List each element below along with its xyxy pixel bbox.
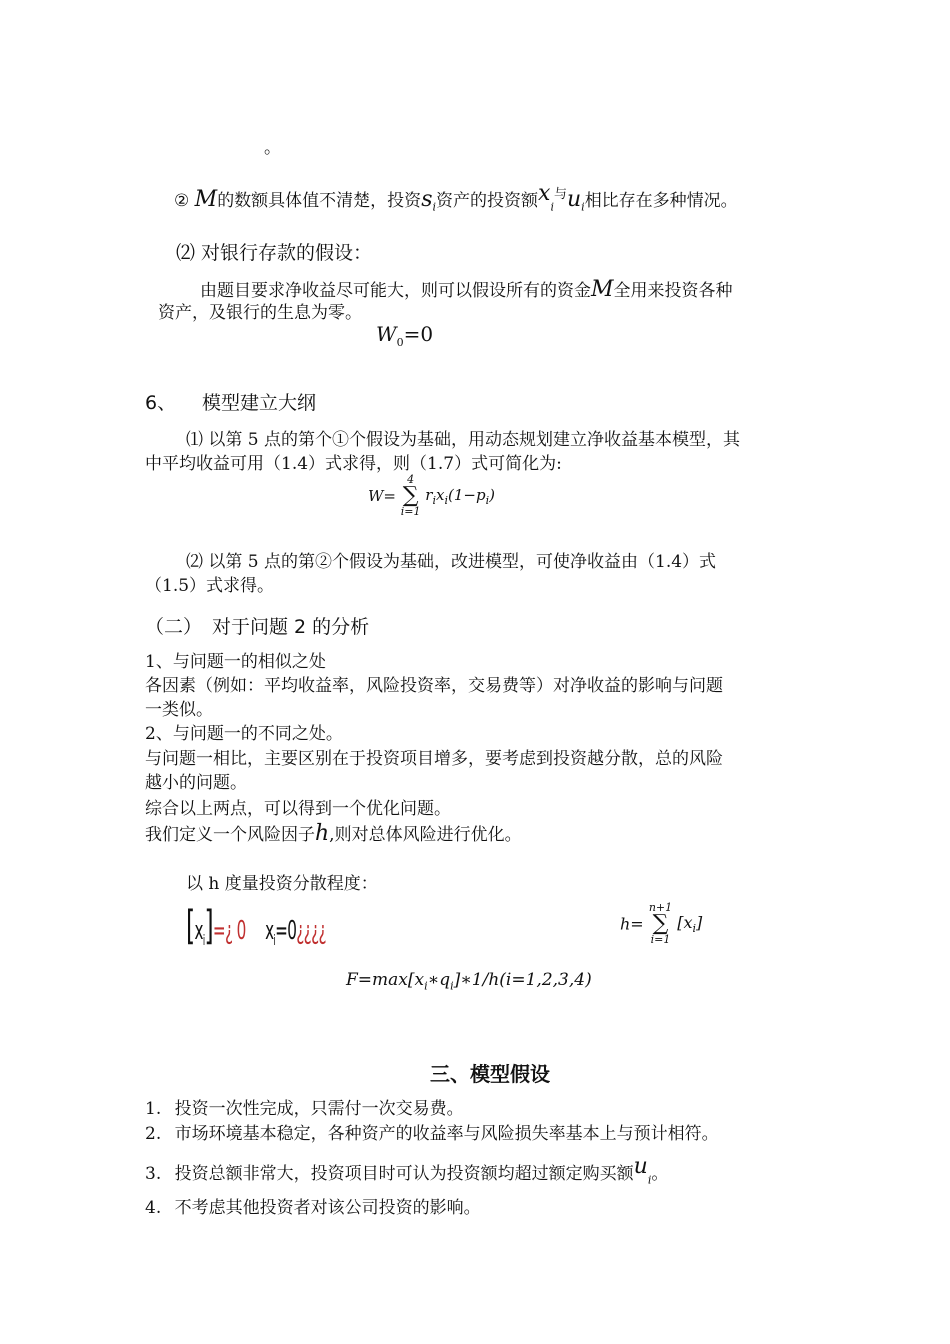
text-segment: 的数额具体值不清楚，投资 [217,191,422,211]
problem-2-title: 对于问题 2 的分析 [212,616,370,638]
bank-paragraph-line2: 资产，及银行的生息为零。 [158,303,362,323]
subscript: i [550,200,554,214]
paren-term: (1−p [448,485,486,504]
bracket-definition-formula [186,900,401,954]
list-text: 市场环境基本稳定，各种资产的收益率与风险损失率基本上与预计相符。 [174,1124,719,1144]
formula-body [425,485,495,507]
formula-rest: ]∗1/h(i=1,2,3,4) [453,970,592,990]
symbol-x: x [265,916,274,946]
list-text: 不考虑其他投资者对该公司投资的影响。 [174,1198,481,1218]
subscript: i [273,933,276,950]
text-segment: 资产的投资额 [436,191,539,211]
section-6-p2-line1: ⑵ 以第 5 点的第②个假设为基础，改进模型，可使净收益由（1.4）式 [186,552,717,572]
different-heading: 2、与问题一的不同之处。 [145,724,343,744]
list-text-end: 。 [651,1164,669,1184]
symbol-W: W [376,322,397,346]
text-segment: 我们定义一个风险因子 [145,825,315,845]
sum-upper-limit: 4 [407,473,415,486]
subscript: i [432,493,436,507]
similar-body-line2: 一类似。 [145,700,213,720]
subscript: i [444,493,448,507]
section-6-title: 模型建立大纲 [202,392,317,414]
close-bracket: ] [696,912,703,932]
subscript: i [581,200,585,214]
symbol-x: x [538,181,551,206]
left-bracket: [ [186,903,195,949]
symbol-u: u [633,1154,648,1179]
equation-rhs: =0 [403,322,434,346]
formula-W-sum [368,474,495,518]
combine-line: 综合以上两点，可以得到一个优化问题。 [145,799,451,819]
different-body-line1: 与问题一相比，主要区别在于投资项目增多，要考虑到投资越分散，总的风险 [145,749,723,769]
symbol-r: r [425,485,433,504]
circled-number: ② [174,191,190,211]
symbol-M: M [591,277,614,302]
list-number: 2. [145,1124,162,1144]
subscript: i [424,979,428,993]
assumption-list-item [145,1097,464,1121]
list-number: 3. [145,1164,162,1184]
assumption-list-item [145,1196,481,1220]
list-text: 投资总额非常大，投资项目时可认为投资额均超过额定购买额 [174,1164,634,1184]
bank-paragraph-line1 [200,278,733,303]
assumption-list-item [145,1122,719,1146]
measure-line: 以 h 度量投资分散程度： [186,874,378,894]
text-segment: 相比存在多种情况。 [584,191,738,211]
sum-lower-limit: i=1 [650,933,671,946]
text-segment: 全用来投资各种 [613,281,733,301]
text-segment: 由题目要求净收益尽可能大，则可以假设所有的资金 [200,281,591,301]
bank-heading: ⑵ 对银行存款的假设： [176,242,373,264]
section-6-p1-line1: ⑴ 以第 5 点的第个①个假设为基础，用动态规划建立净收益基本模型，其 [186,430,741,450]
subscript: i [692,922,697,936]
problem-2-number: （二） [145,616,203,638]
garbled-rhs: =¿ 0 [212,916,246,946]
list-number: 1. [145,1099,162,1119]
sum-operator [649,902,672,946]
subscript: 0 [396,336,404,349]
equation-w0 [376,322,433,349]
symbol-s: s [421,187,433,212]
symbol-u: u [566,187,582,212]
text-segment: 与 [553,187,567,202]
formula-lhs: W= [368,487,396,505]
sum-operator [401,474,421,518]
assumption-item-2 [174,182,738,219]
formula-body [677,912,703,936]
stray-period: 。 [264,138,281,158]
symbol-q: ∗q [427,970,451,990]
sum-lower-limit: i=1 [400,505,421,518]
similar-heading: 1、与问题一的相似之处 [145,652,326,672]
symbol-x: x [194,916,203,946]
sigma-icon: ∑ [402,483,419,508]
section-6-number: 6、 [145,392,177,414]
define-line [145,822,522,847]
symbol-x: x [436,485,445,504]
subscript: i [432,200,437,214]
subscript: i [202,933,205,950]
equals-zero: =0 [275,916,297,946]
right-bracket: ] [204,903,213,949]
similar-body-line1: 各因素（例如：平均收益率，风险投资率，交易费等）对净收益的影响与问题 [145,676,723,696]
close-paren: ) [489,485,495,504]
list-text: 投资一次性完成，只需付一次交易费。 [174,1099,464,1119]
sigma-icon: ∑ [652,911,669,936]
formula-h-sum [620,902,702,946]
formula-F [346,970,592,992]
section-3-title: 三、模型假设 [430,1062,550,1086]
section-6-p1-line2: 中平均收益可用（1.4）式求得，则（1.7）式可简化为: [145,454,562,474]
different-body-line2: 越小的问题。 [145,773,247,793]
subscript: i [450,979,454,993]
formula-lhs: F=max[x [346,970,425,990]
text-segment: ,则对总体风险进行优化。 [329,825,522,845]
subscript: i [485,493,490,507]
symbol-h: h [315,821,330,846]
sum-upper-limit: n+1 [648,901,673,914]
list-number: 4. [145,1198,162,1218]
subscript: i [647,1173,652,1187]
formula-body [186,900,326,967]
formula-lhs: h= [620,914,644,934]
section-6-p2-line2: （1.5）式求得。 [145,576,275,596]
garbled-tail: ¿¿¿¿ [296,916,326,946]
bracket-term: [x [677,912,693,932]
symbol-M: M [194,187,218,212]
assumption-list-item [145,1155,668,1192]
